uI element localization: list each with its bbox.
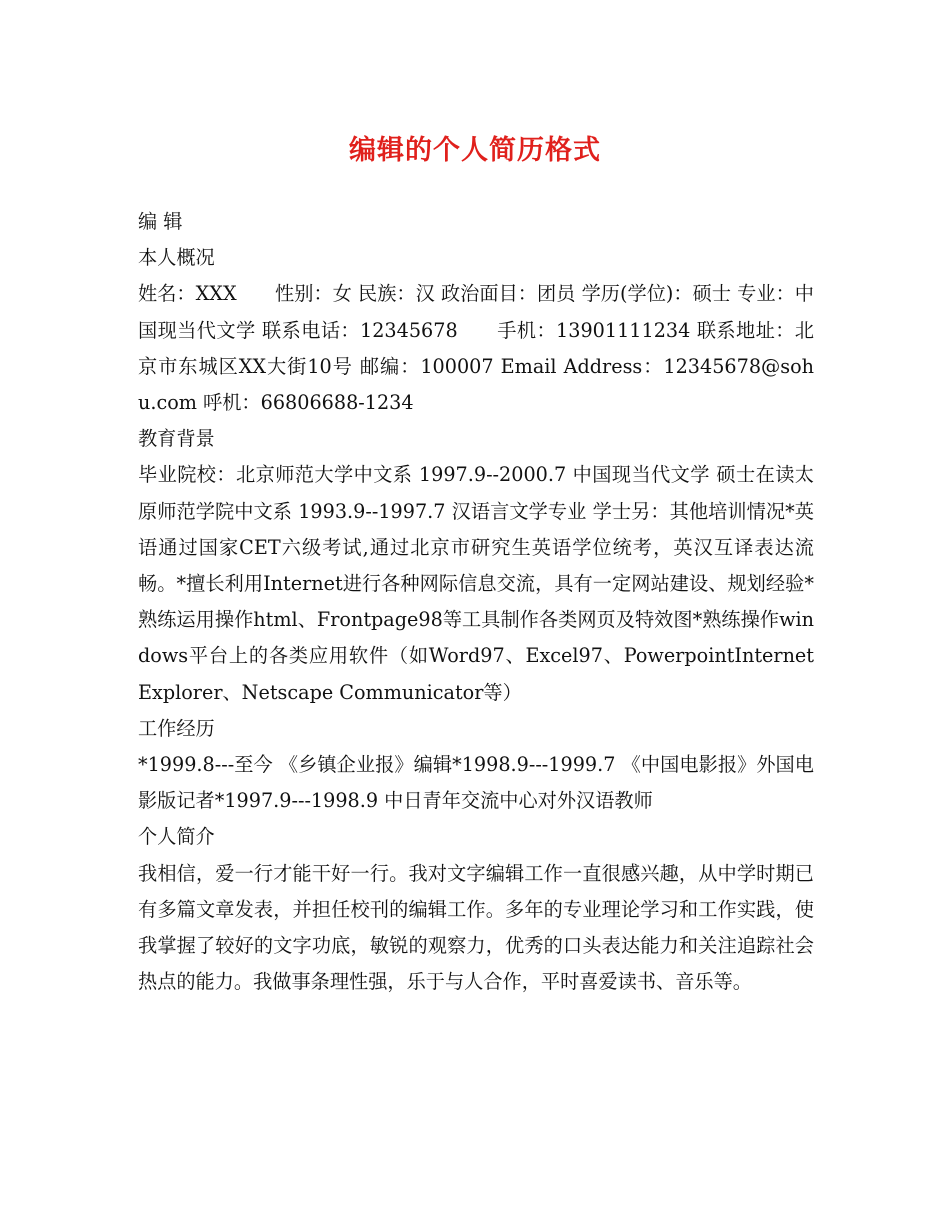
section-heading-intro: 个人简介: [138, 825, 215, 849]
document-title: 编辑的个人简历格式: [349, 135, 601, 166]
work-experience-paragraph: *1999.8---至今 《乡镇企业报》编辑*1998.9---1999.7 《中国电影报》外国电影版记者*1997.9---1998.9 中日青年交流中心对外汉语教师: [138, 753, 814, 813]
self-introduction-paragraph: 我相信，爱一行才能干好一行。我对文字编辑工作一直很感兴趣，从中学时期已有多篇文章发表，并担任校刊的编辑工作。多年的专业理论学习和工作实践，使我掌握了较好的文字功底，敏锐的观察力，优秀的口头表达能力和关注追踪社会热点的能力。我做事条理性强，乐于与人合作，平时喜爱读书、音乐等。: [138, 861, 814, 994]
section-heading-work: 工作经历: [138, 716, 215, 740]
job-title: 编 辑: [138, 210, 183, 233]
education-paragraph: 毕业院校：北京师范大学中文系 1997.9--2000.7 中国现当代文学 硕士在读太原师范学院中文系 1993.9--1997.7 汉语言文学专业 学士另：其他培训情况*英语通过国家CET六级考试,通过北京市研究生英语学位统考，英汉互译表达流畅。*擅长利用Internet进行各种网际信息交流，具有一定网站建设、规划经验*熟练运用操作html、Frontpage98等工具制作各类网页及特效图*熟练操作windows平台上的各类应用软件（如Word97、Excel97、PowerpointInternet Explorer、Netscape Communicator等）: [138, 463, 814, 704]
personal-info-paragraph: 姓名：XXX 性别：女 民族：汉 政治面目：团员 学历(学位)：硕士 专业：中国现当代文学 联系电话：12345678 手机：13901111234 联系地址：北京市东城区XX大街10号 邮编：100007 Email Address：12345678@sohu.com 呼机：66806688-1234: [138, 282, 814, 415]
section-heading-education: 教育背景: [138, 427, 215, 451]
document-body: [138, 204, 814, 1000]
section-heading-profile: 本人概况: [138, 246, 215, 270]
